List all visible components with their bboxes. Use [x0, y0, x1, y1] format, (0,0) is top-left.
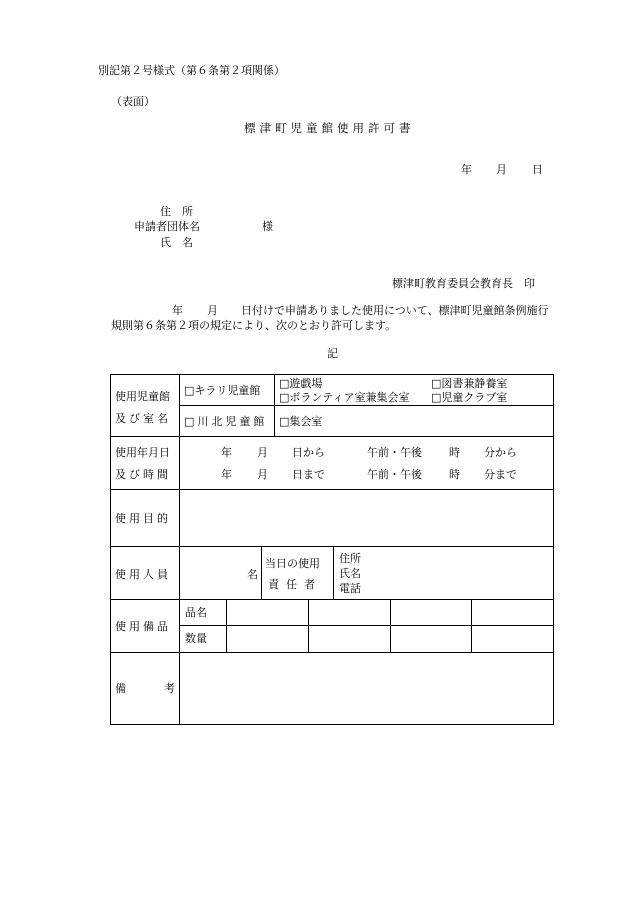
from-ampm: 午前・午後 — [367, 446, 422, 459]
equipment-label: 使用備品 — [115, 620, 171, 633]
responsible-address-label: 住所 — [339, 552, 361, 565]
page-title: 標津町児童館使用許可書 — [244, 121, 415, 135]
from-minute: 分から — [484, 446, 517, 459]
checkbox-meeting-room[interactable]: □集会室 — [279, 415, 323, 428]
body-line1: 日付けで申請ありました使用について、標津町児童館条例施行 — [241, 304, 549, 317]
applicant-honorific: 様 — [262, 220, 273, 233]
checkbox-play-room[interactable]: □遊戯場 — [279, 377, 323, 390]
people-unit: 名 — [247, 568, 258, 581]
date-day: 日 — [532, 163, 543, 176]
applicant-name-label: 氏 名 — [160, 236, 193, 249]
body-line2: 規則第６条第２項の規定により、次のとおり許可します。 — [111, 319, 397, 332]
body-year: 年 — [172, 304, 183, 317]
checkbox-club-room[interactable]: □児童クラブ室 — [431, 391, 508, 404]
people-label: 使用人員 — [115, 568, 171, 581]
from-month: 月 — [257, 446, 268, 459]
facility-label-1: 使用児童館 — [115, 390, 170, 403]
to-ampm: 午前・午後 — [367, 468, 422, 481]
from-day: 日から — [292, 446, 325, 459]
item-name-label: 品名 — [185, 606, 207, 619]
ki-mark: 記 — [327, 347, 338, 360]
checkbox-library-room[interactable]: □図書兼静養室 — [431, 377, 508, 390]
remarks-label: 備考 — [115, 682, 213, 695]
body-month: 月 — [207, 304, 218, 317]
form-side: （表面） — [111, 95, 155, 108]
issuer: 標津町教育委員会教育長 印 — [392, 277, 535, 290]
date-year: 年 — [461, 163, 472, 176]
to-minute: 分まで — [484, 468, 517, 481]
purpose-label: 使用目的 — [115, 512, 171, 525]
to-year: 年 — [221, 468, 232, 481]
applicant-group-label: 申請者団体名 — [134, 220, 200, 233]
checkbox-volunteer-room[interactable]: □ボランティア室兼集会室 — [279, 391, 410, 404]
from-hour: 時 — [449, 446, 460, 459]
datetime-label-2: 及び時間 — [115, 468, 171, 481]
to-month: 月 — [257, 468, 268, 481]
checkbox-kawakita[interactable]: □川北児童館 — [184, 415, 268, 428]
from-year: 年 — [221, 446, 232, 459]
responsible-name-label: 氏名 — [339, 567, 361, 580]
responsible-phone-label: 電話 — [339, 582, 361, 595]
date-month: 月 — [496, 163, 507, 176]
responsible-label-1: 当日の使用 — [265, 557, 320, 570]
to-hour: 時 — [449, 468, 460, 481]
applicant-address-label: 住 所 — [160, 205, 193, 218]
to-day: 日まで — [292, 468, 325, 481]
checkbox-kirari[interactable]: □キラリ児童館 — [184, 384, 261, 397]
facility-label-2: 及び室名 — [115, 412, 171, 425]
responsible-label-2: 責任者 — [268, 578, 322, 591]
form-reference: 別記第２号様式（第６条第２項関係） — [98, 64, 285, 77]
quantity-label: 数量 — [185, 632, 207, 645]
datetime-label-1: 使用年月日 — [115, 446, 170, 459]
